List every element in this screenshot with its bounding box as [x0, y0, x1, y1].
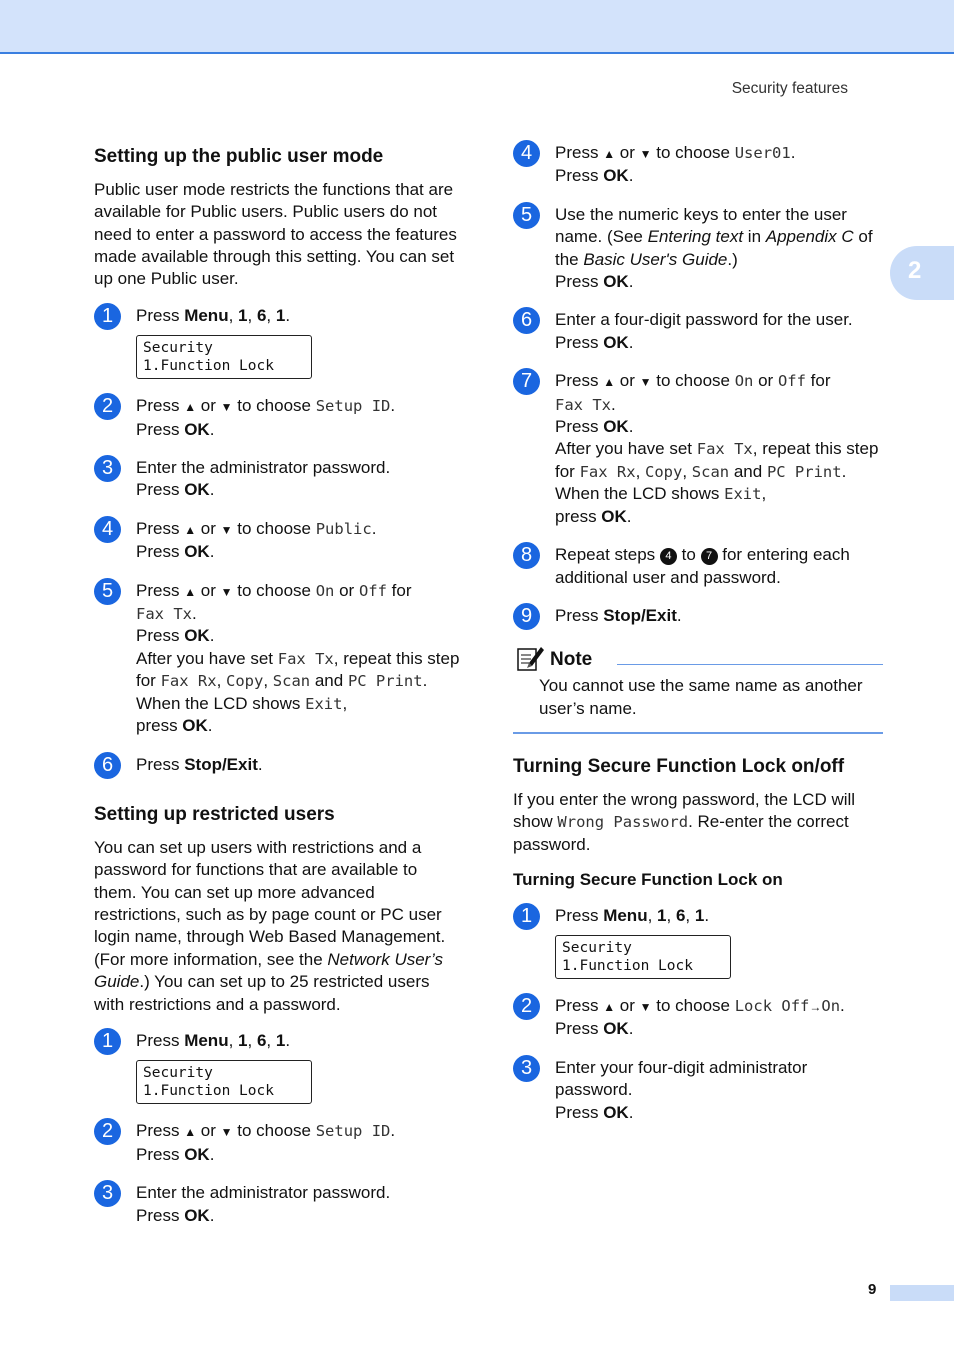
note-divider	[617, 664, 883, 665]
step-number: 2	[94, 393, 121, 420]
page-number-bar	[890, 1285, 954, 1301]
public-step-5: 5 Press ▲ or ▼ to choose On or Off for Fax Tx. Press OK. After you have set Fax Tx, repeat this step for Fax Rx, Copy, Scan and PC Print. When the LCD shows Exit, press OK.	[94, 580, 460, 738]
lock-step-3: 3 Enter your four-digit administrator password. Press OK.	[513, 1057, 883, 1124]
public-step-4: 4 Press ▲ or ▼ to choose Public. Press OK.	[94, 518, 460, 564]
step-number: 6	[94, 752, 121, 779]
step-number: 3	[94, 455, 121, 482]
up-arrow-icon: ▲	[603, 147, 616, 161]
left-column	[94, 146, 460, 1243]
step-number: 1	[94, 303, 121, 330]
step-ref-7: 7	[701, 548, 718, 565]
up-arrow-icon: ▲	[603, 999, 616, 1014]
down-arrow-icon: ▼	[639, 147, 652, 161]
restricted-step-3: 3 Enter the administrator password. Press OK.	[94, 1182, 460, 1227]
restricted-step-4: 4 Press ▲ or ▼ to choose User01. Press OK.	[513, 142, 883, 188]
step-number: 4	[94, 516, 121, 543]
running-head: Security features	[731, 80, 848, 97]
step-number: 8	[513, 542, 540, 569]
public-step-3: 3 Enter the administrator password. Press OK.	[94, 457, 460, 502]
restricted-step-5: 5 Use the numeric keys to enter the user name. (See Entering text in Appendix C of the Basic User's Guide.) Press OK.	[513, 204, 883, 294]
right-column	[513, 142, 883, 1140]
note-box	[513, 643, 883, 734]
chapter-number: 2	[908, 257, 922, 284]
restricted-step-7: 7 Press ▲ or ▼ to choose On or Off for Fax Tx. Press OK. After you have set Fax Tx, repeat this step for Fax Rx, Copy, Scan and PC Print. When the LCD shows Exit, press OK.	[513, 370, 883, 528]
note-pencil-icon	[515, 643, 545, 673]
public-step-1: 1 Press Menu, 1, 6, 1. Security 1.Function Lock	[94, 305, 460, 379]
restricted-intro: You can set up users with restrictions and a password for functions that are available to them. You can set up more advanced restrictions, such as by page count or PC user login name, through Web Based Management. (For more information, see the Network User’s Guide.) You can set up to 25 restricted users with restrictions and a password.	[94, 837, 446, 1014]
restricted-step-8: 8 Repeat steps 4 to 7 for entering each additional user and password.	[513, 544, 883, 589]
down-arrow-icon: ▼	[639, 999, 652, 1014]
step-number: 4	[513, 140, 540, 167]
step-ref-4: 4	[660, 548, 677, 565]
step-number: 5	[513, 202, 540, 229]
step-number: 9	[513, 603, 540, 630]
note-text: You cannot use the same name as another user’s name.	[539, 676, 863, 718]
step-number: 5	[94, 578, 121, 605]
page-number: 9	[868, 1281, 877, 1298]
down-arrow-icon: ▼	[220, 584, 233, 599]
right-arrow-icon: →	[809, 999, 822, 1014]
step-number: 7	[513, 368, 540, 395]
down-arrow-icon: ▼	[639, 375, 652, 390]
lcd-display: Security 1.Function Lock	[555, 935, 731, 979]
step-number: 6	[513, 307, 540, 334]
public-mode-intro: Public user mode restricts the functions that are available for Public users. Public users do not need to enter a password to access the features made available through this setting. You can set up one Public user.	[94, 179, 457, 289]
lcd-display: Security 1.Function Lock	[136, 335, 312, 379]
restricted-step-9: 9 Press Stop/Exit.	[513, 605, 883, 627]
secure-lock-intro: If you enter the wrong password, the LCD will show Wrong Password. Re-enter the correct password.	[513, 789, 856, 854]
up-arrow-icon: ▲	[184, 1125, 197, 1140]
note-title: Note	[550, 649, 593, 671]
header-band	[0, 0, 954, 54]
lock-step-2: 2 Press ▲ or ▼ to choose Lock Off→On. Press OK.	[513, 995, 883, 1041]
step-number: 2	[513, 993, 540, 1020]
down-arrow-icon: ▼	[220, 522, 233, 537]
restricted-step-2: 2 Press ▲ or ▼ to choose Setup ID. Press OK.	[94, 1120, 460, 1166]
section-title-restricted: Setting up restricted users	[94, 803, 335, 825]
lcd-display: Security 1.Function Lock	[136, 1060, 312, 1104]
up-arrow-icon: ▲	[184, 400, 197, 415]
down-arrow-icon: ▼	[220, 400, 233, 415]
step-number: 1	[513, 903, 540, 930]
step-number: 3	[513, 1055, 540, 1082]
public-step-2: 2 Press ▲ or ▼ to choose Setup ID. Press OK.	[94, 395, 460, 441]
step-number: 3	[94, 1180, 121, 1207]
step-number: 1	[94, 1028, 121, 1055]
down-arrow-icon: ▼	[220, 1125, 233, 1140]
up-arrow-icon: ▲	[184, 584, 197, 599]
restricted-step-1: 1 Press Menu, 1, 6, 1. Security 1.Function Lock	[94, 1030, 460, 1104]
up-arrow-icon: ▲	[603, 375, 616, 390]
restricted-step-6: 6 Enter a four-digit password for the user. Press OK.	[513, 309, 883, 354]
section-title-secure-lock: Turning Secure Function Lock on/off	[513, 756, 845, 778]
up-arrow-icon: ▲	[184, 522, 197, 537]
lock-step-1: 1 Press Menu, 1, 6, 1. Security 1.Function Lock	[513, 905, 883, 979]
public-step-6: 6 Press Stop/Exit.	[94, 754, 460, 776]
chapter-tab	[890, 246, 954, 300]
step-number: 2	[94, 1118, 121, 1145]
subsection-title-lock-on: Turning Secure Function Lock on	[513, 870, 783, 890]
section-title-public-mode: Setting up the public user mode	[94, 146, 384, 167]
